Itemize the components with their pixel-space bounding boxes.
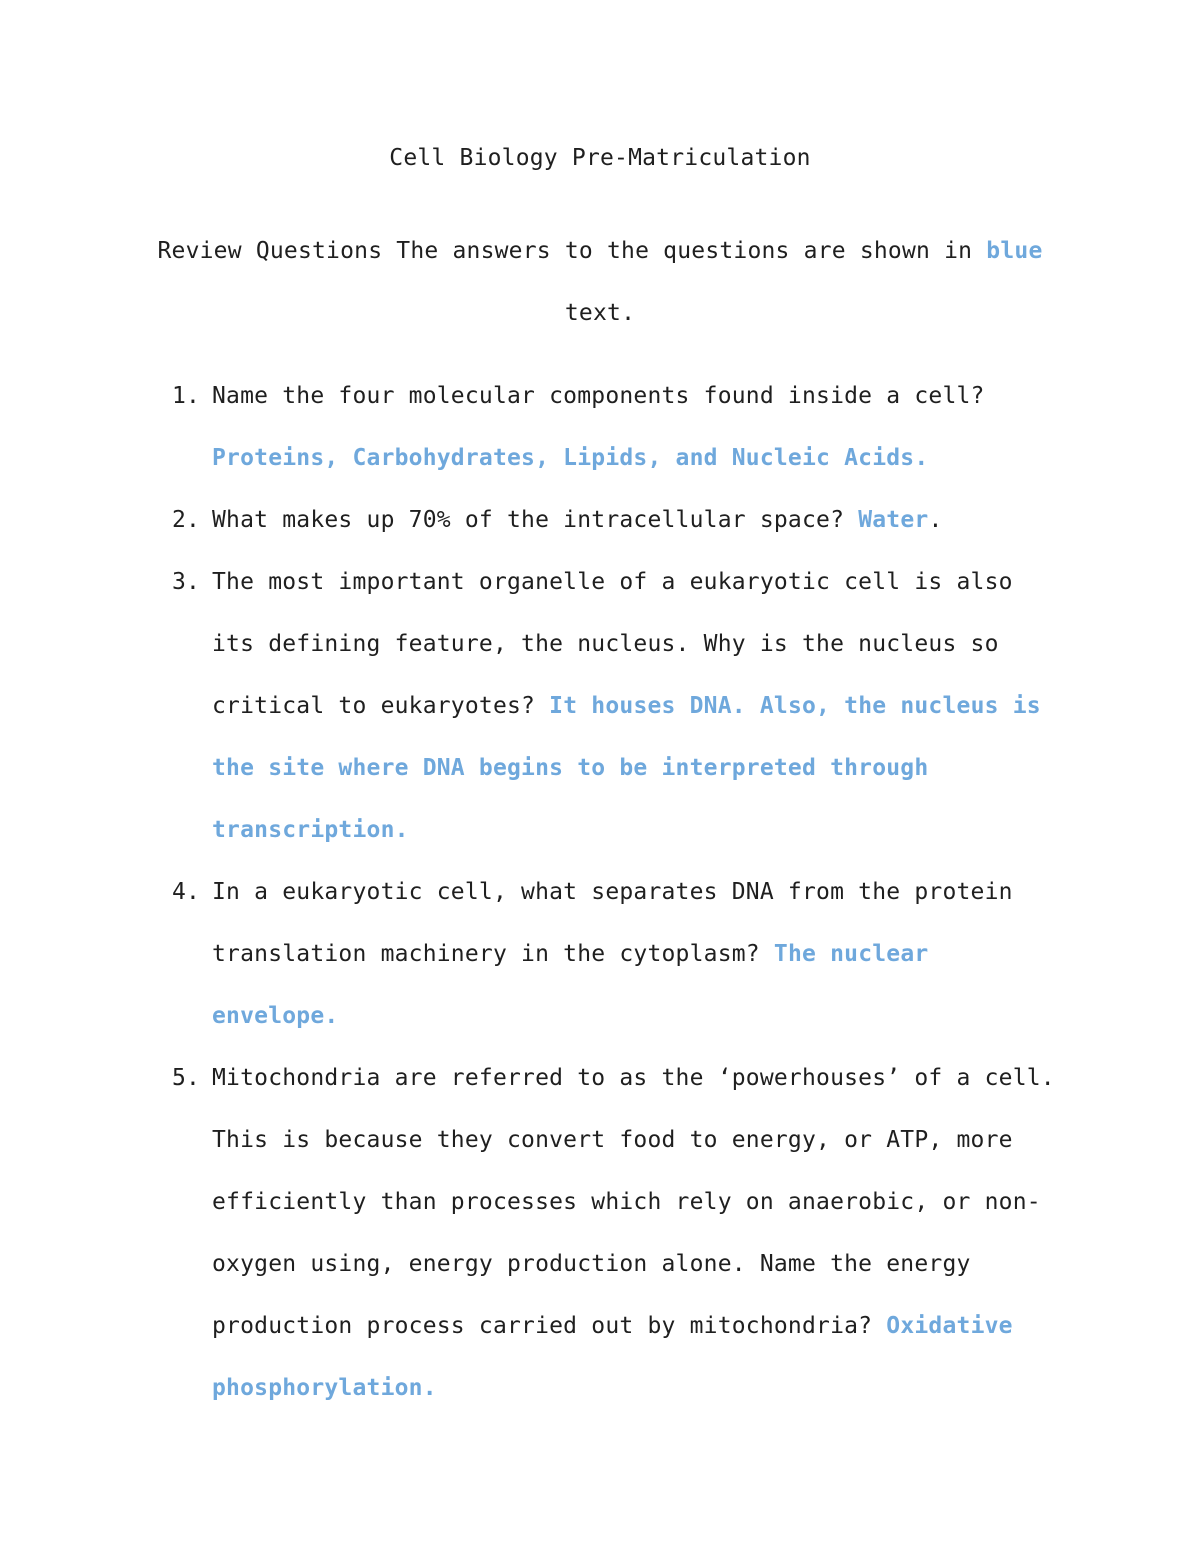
answer-text: The nuclear envelope.: [212, 941, 929, 1029]
intro-text: Review Questions The answers to the questions are shown in: [157, 238, 973, 264]
question-number: 4.: [172, 879, 201, 905]
question-number: 3.: [172, 569, 201, 595]
answer-text: Water: [858, 507, 929, 533]
question-body: [212, 1047, 1067, 1419]
question-body: [212, 861, 1067, 1047]
question-list: [172, 365, 1072, 1419]
question-body: [212, 551, 1067, 861]
document-title: Cell Biology Pre-Matriculation: [389, 145, 811, 171]
question-text: Mitochondria are referred to as the ‘powerhouses’ of a cell. This is because they convert food to energy, or ATP, more efficiently than processes which rely on anaerobic, or non-oxygen using, energy production alone. Name the energy production process carried out by mitochondria?: [212, 1065, 1055, 1339]
question-number: 2.: [172, 507, 201, 533]
answer-text: It houses DNA. Also, the nucleus is the site where DNA begins to be interpreted through transcription.: [212, 693, 1041, 843]
answer-text: Oxidative phosphorylation.: [212, 1313, 1013, 1401]
question-text: Name the four molecular components found inside a cell?: [212, 383, 985, 409]
question-text: In a eukaryotic cell, what separates DNA from the protein translation machinery in the cytoplasm?: [212, 879, 1013, 967]
question-item-1: [172, 365, 1072, 489]
question-text: What makes up 70% of the intracellular space?: [212, 507, 845, 533]
question-body: [212, 489, 1067, 551]
answer-text: Proteins, Carbohydrates, Lipids, and Nucleic Acids.: [212, 445, 929, 471]
answer-suffix: .: [928, 507, 943, 533]
question-text: The most important organelle of a eukaryotic cell is also its defining feature, the nucleus. Why is the nucleus so critical to eukaryotes?: [212, 569, 1013, 719]
intro-after: text.: [564, 300, 636, 326]
intro-highlight: blue: [986, 238, 1043, 264]
question-number: 1.: [172, 383, 201, 409]
question-item-2: [172, 489, 1072, 551]
question-item-5: [172, 1047, 1072, 1419]
question-number: 5.: [172, 1065, 201, 1091]
question-body: [212, 365, 1067, 489]
intro-paragraph: [145, 220, 1055, 344]
question-item-3: [172, 551, 1072, 861]
question-item-4: [172, 861, 1072, 1047]
